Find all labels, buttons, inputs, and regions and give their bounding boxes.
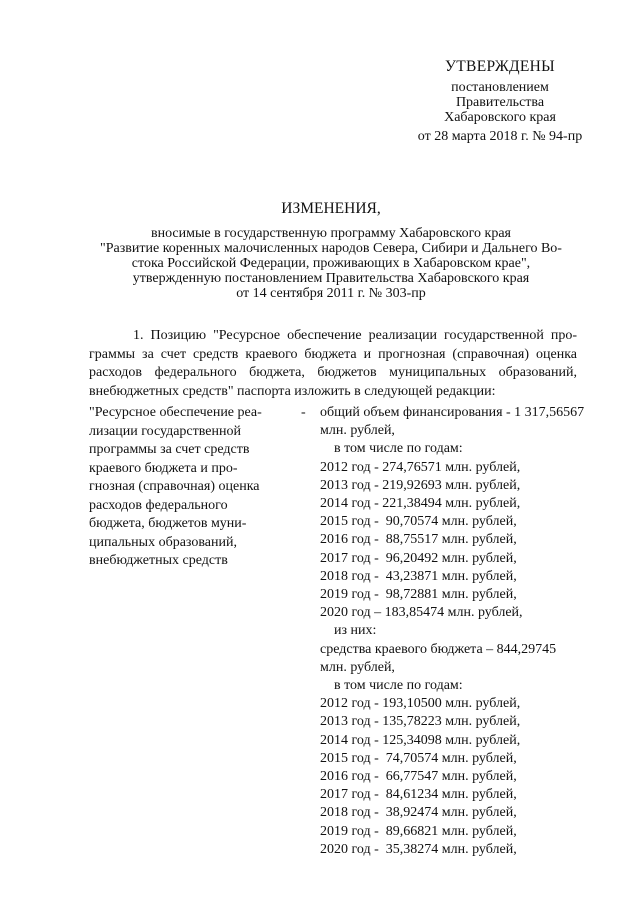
value-line: общий объем финансирования - 1 317,56567 xyxy=(320,405,585,420)
heading-line: стока Российской Федерации, проживающих в Хабаровском крае", xyxy=(131,256,531,271)
document-heading xyxy=(96,200,566,301)
value-line: 2018 год - 38,92474 млн. рублей, xyxy=(320,805,517,821)
position-label xyxy=(89,404,304,571)
approval-line: Хабаровского края xyxy=(444,110,556,125)
approval-line: Правительства xyxy=(455,95,545,110)
value-line: 2020 год – 183,85474 млн. рублей, xyxy=(320,605,523,621)
label-line: гнозная (справочная) оценка xyxy=(89,479,260,494)
label-line: "Ресурсное обеспечение реа- xyxy=(89,405,262,420)
value-line: 2014 год - 125,34098 млн. рублей, xyxy=(320,732,521,748)
value-line: 2012 год - 274,76571 млн. рублей, xyxy=(320,459,521,475)
paragraph-line: расходов федерального бюджета, бюджетов муниципальных образований, xyxy=(89,365,577,380)
document-title: ИЗМЕНЕНИЯ, xyxy=(281,200,381,217)
value-line: 2013 год - 219,92693 млн. рублей, xyxy=(320,477,521,493)
paragraph-line: 1. Позицию "Ресурсное обеспечение реализации государственной про- xyxy=(133,328,577,343)
approval-line: постановлением xyxy=(451,80,549,95)
value-line: 2013 год - 135,78223 млн. рублей, xyxy=(320,714,521,730)
value-line: 2015 год - 74,70574 млн. рублей, xyxy=(320,750,517,766)
value-line: млн. рублей, xyxy=(320,423,395,439)
value-line: из них: xyxy=(334,623,377,639)
paragraph-line: внебюджетных средств" паспорта изложить в следующей редакции: xyxy=(89,383,496,399)
value-line: 2017 год - 84,61234 млн. рублей, xyxy=(320,787,517,803)
label-line: ципальных образований, xyxy=(89,534,237,550)
label-line: бюджета, бюджетов муни- xyxy=(89,516,247,531)
value-line: в том числе по годам: xyxy=(334,678,463,694)
heading-line: вносимые в государственную программу Хабаровского края xyxy=(150,226,511,241)
value-line: средства краевого бюджета – 844,29745 xyxy=(320,641,557,657)
value-line: 2016 год - 88,75517 млн. рублей, xyxy=(320,532,517,548)
approval-stamp xyxy=(400,58,600,145)
body-paragraph xyxy=(89,327,577,401)
label-line: программы за счет средств xyxy=(89,442,250,457)
label-line: краевого бюджета и про- xyxy=(89,460,238,476)
label-dash: - xyxy=(301,405,306,420)
approval-title: УТВЕРЖДЕНЫ xyxy=(445,58,555,75)
label-line: лизации государственной xyxy=(89,423,241,439)
value-line: 2015 год - 90,70574 млн. рублей, xyxy=(320,514,517,530)
value-line: 2019 год - 89,66821 млн. рублей, xyxy=(320,823,517,839)
value-line: 2014 год - 221,38494 млн. рублей, xyxy=(320,496,521,512)
value-line: 2018 год - 43,23871 млн. рублей, xyxy=(320,568,517,584)
heading-line: "Развитие коренных малочисленных народов Севера, Сибири и Дальнего Во- xyxy=(100,241,562,256)
value-line: 2017 год - 96,20492 млн. рублей, xyxy=(320,550,517,566)
paragraph-line: граммы за счет средств краевого бюджета и прогнозная (справочная) оценка xyxy=(89,346,577,362)
value-line: в том числе по годам: xyxy=(334,441,463,457)
label-line: внебюджетных средств xyxy=(89,553,228,568)
label-line: расходов федерального xyxy=(89,497,228,513)
approval-date: от 28 марта 2018 г. № 94-пр xyxy=(417,129,583,144)
heading-line: утвержденную постановлением Правительства Хабаровского края xyxy=(132,271,530,286)
value-line: млн. рублей, xyxy=(320,659,395,675)
position-value xyxy=(320,404,620,859)
value-line: 2012 год - 193,10500 млн. рублей, xyxy=(320,696,521,712)
value-line: 2019 год - 98,72881 млн. рублей, xyxy=(320,587,517,603)
heading-line: от 14 сентября 2011 г. № 303-пр xyxy=(236,286,426,301)
value-line: 2016 год - 66,77547 млн. рублей, xyxy=(320,769,517,785)
value-line: 2020 год - 35,38274 млн. рублей, xyxy=(320,841,517,857)
